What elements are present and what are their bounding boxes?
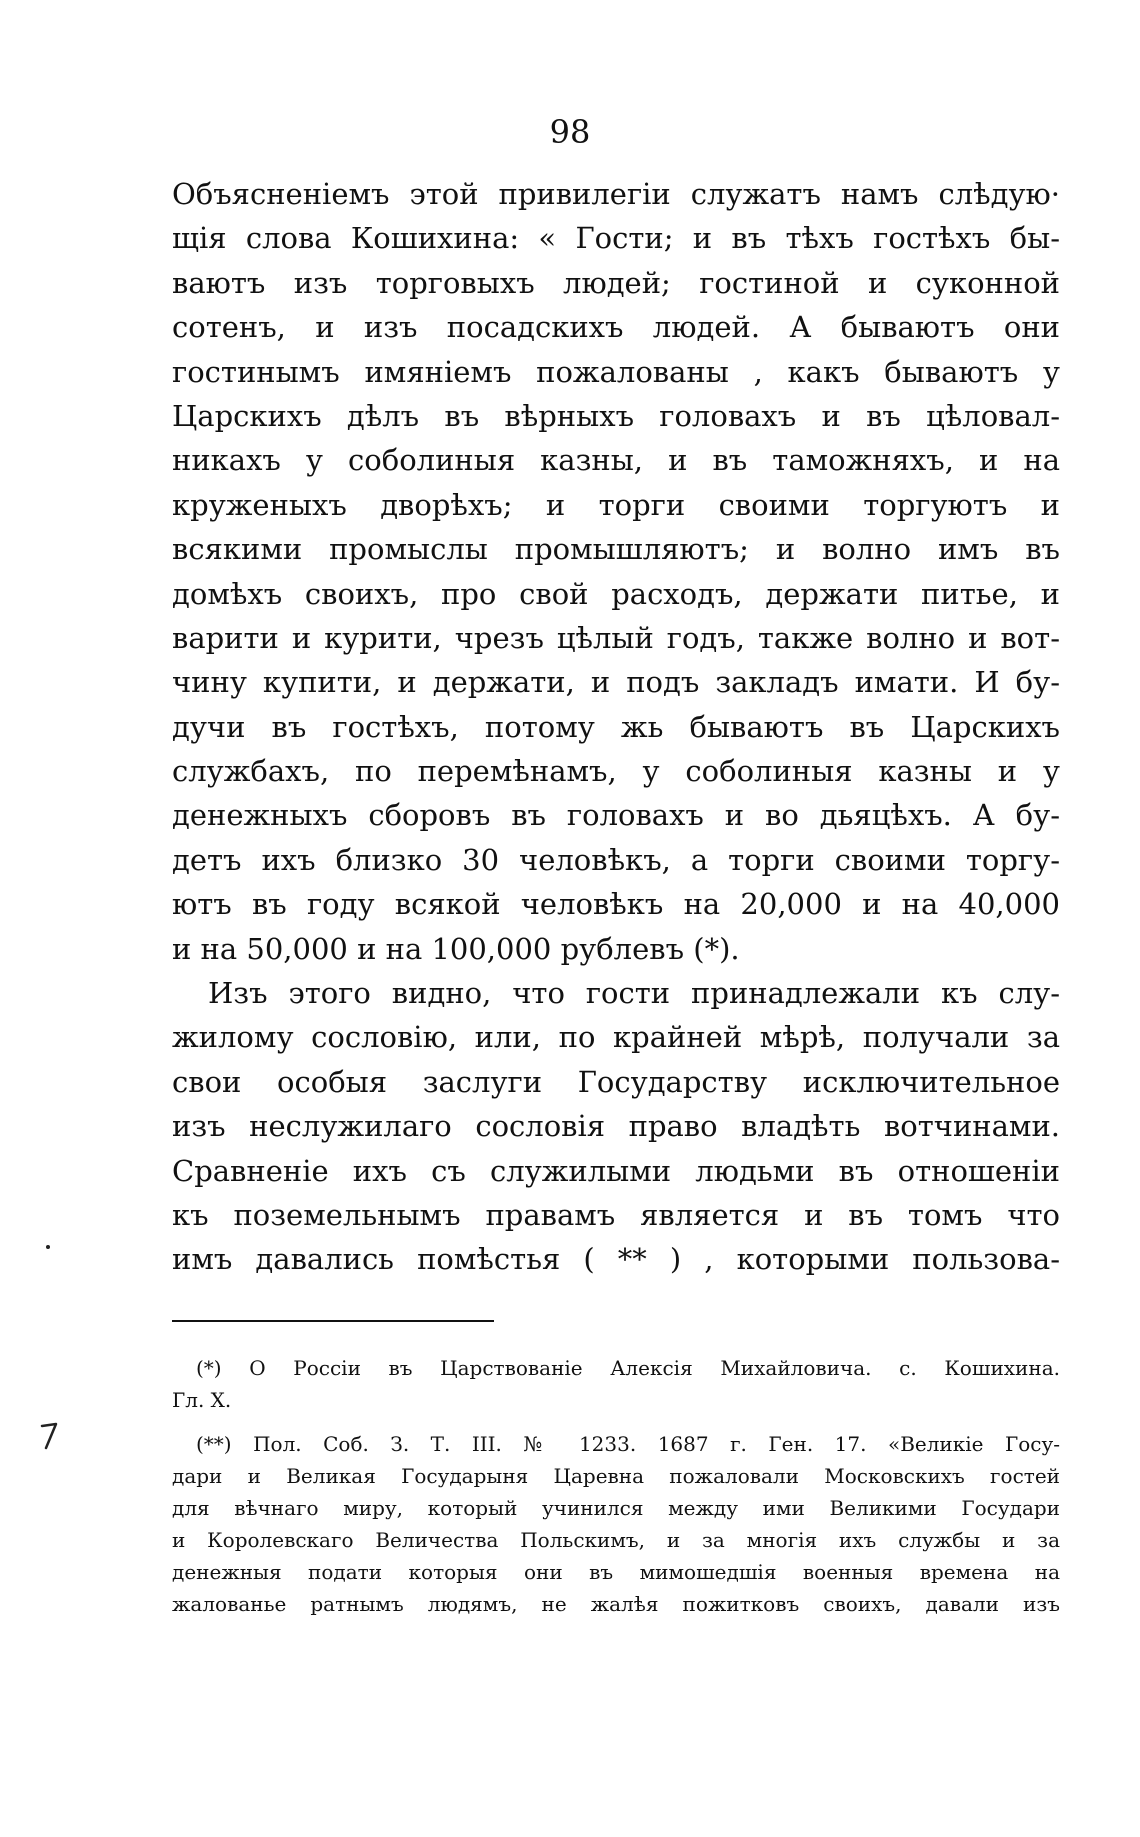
body-line: Объясненіемъ этой привилегіи служатъ намъ слѣдую·: [172, 177, 1060, 211]
body-line: жилому сословію, или, по крайней мѣрѣ, получали за: [172, 1020, 1060, 1055]
body-line: никахъ у соболиныя казны, и въ таможняхъ, и на: [172, 443, 1060, 478]
body-line: имъ давались помѣстья ( ** ) , которыми пользова-: [172, 1242, 1060, 1277]
footnote-2-line: дари и Великая Государыня Царевна пожаловали Московскихъ гостей: [172, 1464, 1060, 1488]
body-line: свои особыя заслуги Государству исключительное: [172, 1064, 1060, 1099]
body-line: Царскихъ дѣлъ въ вѣрныхъ головахъ и въ цѣловал-: [172, 398, 1060, 433]
body-line: къ поземельнымъ правамъ является и въ томъ что: [172, 1197, 1060, 1232]
footnote-2-line: для вѣчнаго миру, который учинился между ими Великими Государи: [172, 1496, 1060, 1520]
body-line: домѣхъ своихъ, про свой расходъ, держати питье, и: [172, 576, 1060, 611]
page-number: 98: [549, 113, 591, 151]
paragraph-start-line: Изъ этого видно, что гости принадлежали къ слу-: [208, 976, 1060, 1011]
body-line: круженыхъ дворѣхъ; и торги своими торгуютъ и: [172, 487, 1060, 522]
pencil-mark-icon: [38, 1420, 62, 1452]
body-line: варити и курити, чрезъ цѣлый годъ, также волно и вот-: [172, 620, 1060, 655]
footnote-1-line: Гл. X.: [172, 1388, 232, 1412]
body-line: чину купити, и держати, и подъ закладъ имати. И бу-: [172, 665, 1060, 700]
footnote-2-line: и Королевскаго Величества Польскимъ, и за многія ихъ службы и за: [172, 1528, 1060, 1552]
body-line: изъ неслужилаго сословія право владѣть вотчинами.: [172, 1109, 1060, 1144]
body-line: службахъ, по перемѣнамъ, у соболиныя казны и у: [172, 754, 1060, 789]
body-line: сотенъ, и изъ посадскихъ людей. А бываютъ они: [172, 310, 1060, 345]
body-line: ютъ въ году всякой человѣкъ на 20,000 и на 40,000: [172, 887, 1060, 922]
body-line: детъ ихъ близко 30 человѣкъ, а торги своими торгу-: [172, 842, 1060, 877]
footnote-2-line: денежныя подати которыя они въ мимошедшія военныя времена на: [172, 1560, 1060, 1584]
body-line: дучи въ гостѣхъ, потому жь бываютъ въ Царскихъ: [172, 709, 1060, 744]
footnote-2-line: жалованье ратнымъ людямъ, не жалѣя пожитковъ своихъ, давали изъ: [172, 1592, 1060, 1616]
body-line: всякими промыслы промышляютъ; и волно имъ въ: [172, 532, 1060, 567]
paragraph-end-line: и на 50,000 и на 100,000 рублевъ (*).: [172, 931, 740, 966]
footnote-divider: [172, 1320, 494, 1322]
footnotes: [172, 1352, 1060, 1620]
footnote-2-line: (**) Пол. Соб. З. Т. III. № 1233. 1687 г. Ген. 17. «Великіе Госу-: [196, 1432, 1060, 1456]
scan-speck: [46, 1245, 50, 1249]
body-text: [172, 172, 1060, 1282]
body-line: денежныхъ сборовъ въ головахъ и во дьяцѣхъ. А бу-: [172, 798, 1060, 833]
footnote-1-line: (*) О Россіи въ Царствованіе Алексія Михайловича. с. Кошихина.: [196, 1356, 1060, 1380]
body-line: ваютъ изъ торговыхъ людей; гостиной и суконной: [172, 265, 1060, 300]
body-line: щія слова Кошихина: « Гости; и въ тѣхъ гостѣхъ бы-: [172, 221, 1060, 256]
body-line: Сравненіе ихъ съ служилыми людьми въ отношеніи: [172, 1153, 1060, 1188]
body-line: гостинымъ имяніемъ пожалованы , какъ бываютъ у: [172, 354, 1060, 389]
